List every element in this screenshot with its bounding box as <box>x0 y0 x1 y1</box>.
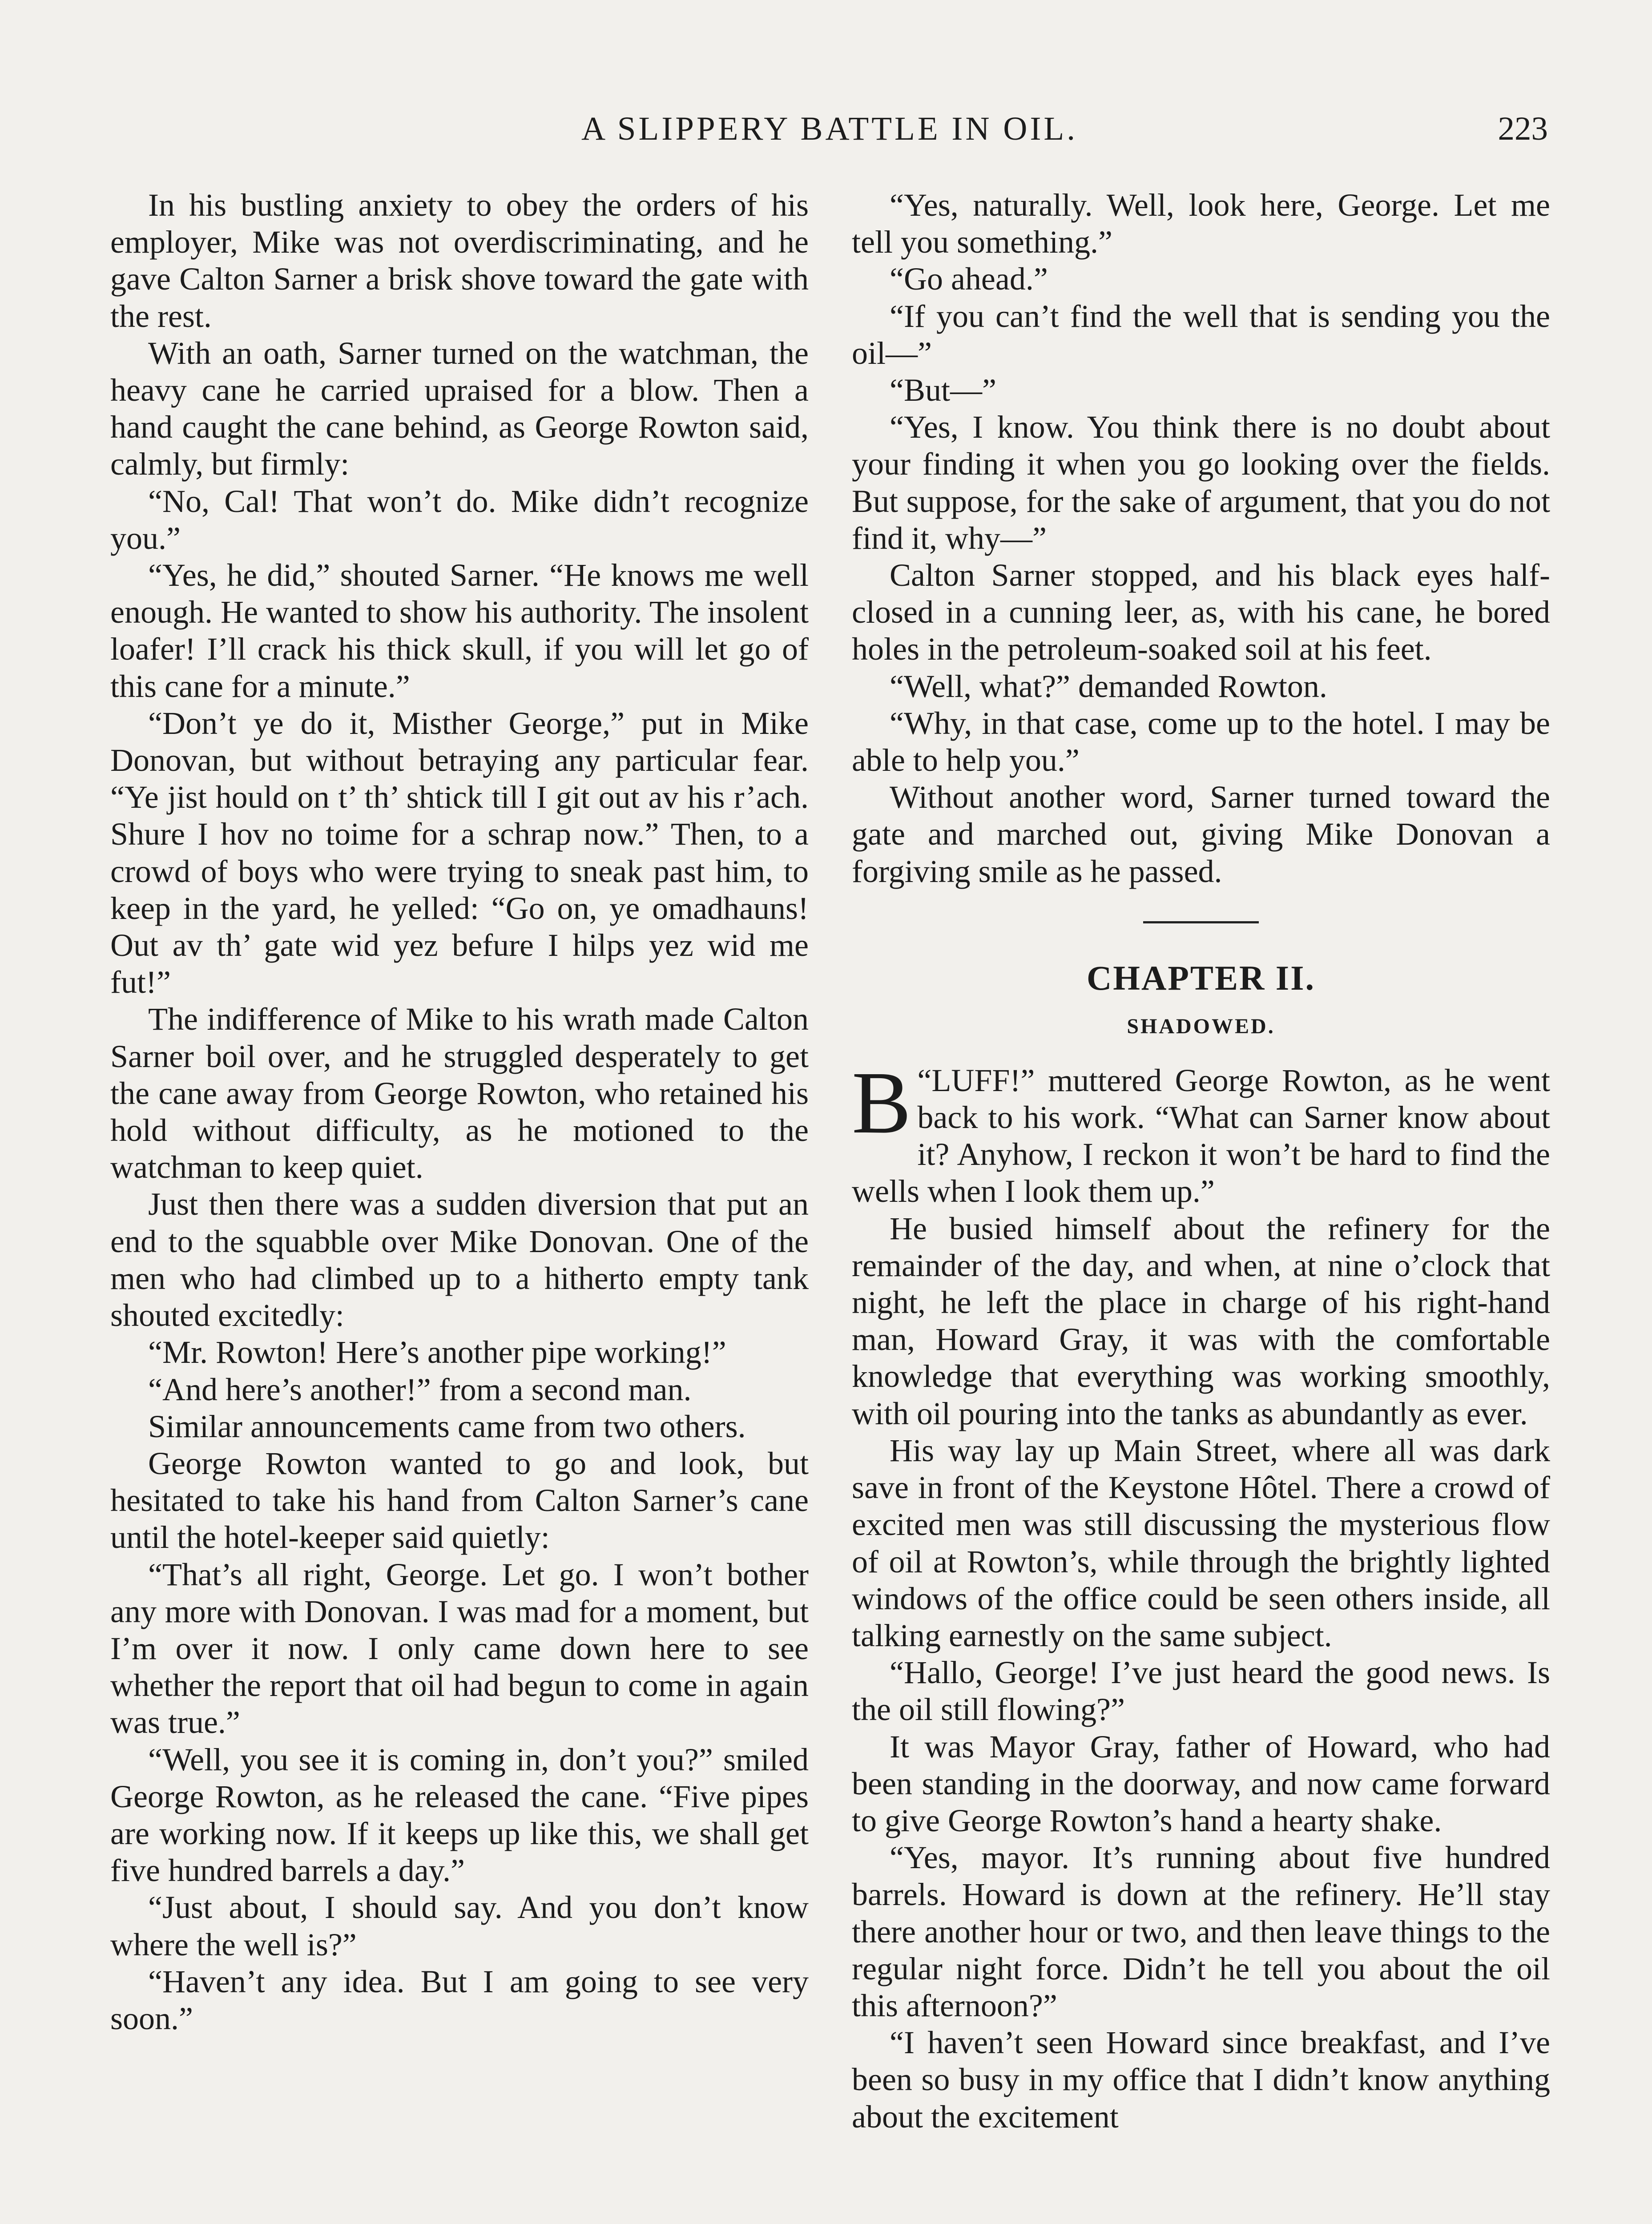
paragraph: It was Mayor Gray, father of Howard, who had been standing in the doorway, and now came forward to give George Rowton’s hand a hearty shake. <box>852 1728 1550 1838</box>
chapter-subtitle: SHADOWED. <box>1127 1014 1275 1038</box>
right-column <box>852 187 1550 2135</box>
running-title: A SLIPPERY BATTLE IN OIL. <box>581 110 1078 147</box>
paragraph: The indifference of Mike to his wrath made Calton Sarner boil over, and he struggled desperately to get the cane away from George Rowton, who retained his hold without difficulty, as he motioned to the watchman to keep quiet. <box>110 1001 809 1185</box>
paragraph: “Well, what?” demanded Rowton. <box>890 668 1327 704</box>
paragraph: “And here’s another!” from a second man. <box>148 1371 692 1407</box>
paragraph: “Just about, I should say. And you don’t know where the well is?” <box>110 1890 809 1962</box>
paragraph: “But—” <box>890 372 996 408</box>
paragraph: “Hallo, George! I’ve just heard the good news. Is the oil still flowing?” <box>852 1655 1550 1728</box>
paragraph: “That’s all right, George. Let go. I won’t bother any more with Donovan. I was mad for a moment, but I’m over it now. I only came down here to see whether the report that oil had begun to come in again was true.” <box>110 1556 809 1741</box>
paragraph: “Why, in that case, come up to the hotel. I may be able to help you.” <box>852 705 1550 778</box>
paragraph: “Well, you see it is coming in, don’t you?” smiled George Rowton, as he released the cane. “Five pipes are working now. If it keeps up like this, we shall get five hundred barrels a day.” <box>110 1741 809 1889</box>
paragraph: In his bustling anxiety to obey the orders of his employer, Mike was not overdiscriminating, and he gave Calton Sarner a brisk shove toward the gate with the rest. <box>110 187 809 334</box>
opening-quote: “ <box>917 1062 932 1098</box>
paragraph: “Go ahead.” <box>890 261 1048 297</box>
chapter-heading: CHAPTER II. <box>1086 958 1316 997</box>
paragraph: Calton Sarner stopped, and his black eyes half-closed in a cunning leer, as, with his cane, he bored holes in the petroleum-soaked soil at his feet. <box>852 557 1550 667</box>
paragraph: “Haven’t any idea. But I am going to see very soon.” <box>110 1963 809 2036</box>
paragraph: He busied himself about the refinery for the remainder of the day, and when, at nine o’clock that night, he left the place in charge of his right-hand man, Howard Gray, it was with the comfortable knowledge that everything was working smoothly, with oil pouring into the tanks as abundantly as ever. <box>852 1210 1550 1431</box>
paragraph: Just then there was a sudden diversion that put an end to the squabble over Mike Donovan. One of the men who had climbed up to a hitherto empty tank shouted excitedly: <box>110 1186 809 1334</box>
paragraph: “No, Cal! That won’t do. Mike didn’t recognize you.” <box>110 483 809 556</box>
paragraph: His way lay up Main Street, where all was dark save in front of the Keystone Hôtel. There a crowd of excited men was still discussing the mysterious flow of oil at Rowton’s, while through the brightly lighted windows of the office could be seen others inside, all talking earnestly on the same subject. <box>852 1432 1550 1653</box>
paragraph: “Yes, he did,” shouted Sarner. “He knows me well enough. He wanted to show his authority. The insolent loafer! I’ll crack his thick skull, if you will let go of this cane for a minute.” <box>110 557 809 704</box>
chapter-opening-paragraph <box>852 1053 1550 1210</box>
paragraph: “Yes, I know. You think there is no doubt about your finding it when you go looking over the fields. But suppose, for the sake of argument, that you do not find it, why—” <box>852 409 1550 556</box>
paragraph: “Yes, naturally. Well, look here, George. Let me tell you something.” <box>852 187 1550 260</box>
paragraph: “Yes, mayor. It’s running about five hundred barrels. Howard is down at the refinery. He’ll stay there another hour or two, and then leave things to the regular night force. Didn’t he tell you about the oil this afternoon?” <box>852 1840 1550 2023</box>
opening-text: LUFF!” muttered George Rowton, as he went back to his work. “What can Sarner know about it? Anyhow, I reckon it won’t be hard to find the wells when I look them up.” <box>852 1062 1550 1209</box>
section-divider <box>1143 921 1259 923</box>
page-number: 223 <box>1498 110 1548 147</box>
paragraph: “Mr. Rowton! Here’s another pipe working!” <box>148 1334 726 1370</box>
drop-cap: B <box>852 1053 911 1152</box>
paragraph: George Rowton wanted to go and look, but hesitated to take his hand from Calton Sarner’s cane until the hotel-keeper said quietly: <box>110 1445 809 1555</box>
paragraph: “Don’t ye do it, Misther George,” put in Mike Donovan, but without betraying any particular fear. “Ye jist hould on t’ th’ shtick till I git out av his r’ach. Shure I hov no toime for a schrap now.” Then, to a crowd of boys who were trying to sneak past him, to keep in the yard, he yelled: “Go on, ye omadhauns! Out av th’ gate wid yez befure I hilps yez wid me fut!” <box>110 705 809 1000</box>
paragraph: Similar announcements came from two others. <box>148 1408 746 1444</box>
left-column <box>110 187 809 2037</box>
paragraph: “If you can’t find the well that is sending you the oil—” <box>852 298 1550 371</box>
paragraph: Without another word, Sarner turned toward the gate and marched out, giving Mike Donovan a forgiving smile as he passed. <box>852 779 1550 889</box>
paragraph: “I haven’t seen Howard since breakfast, and I’ve been so busy in my office that I didn’t know anything about the excitement <box>852 2025 1550 2135</box>
paragraph: With an oath, Sarner turned on the watchman, the heavy cane he carried upraised for a blow. Then a hand caught the cane behind, as George Rowton said, calmly, but firmly: <box>110 335 809 482</box>
running-head <box>111 107 1548 156</box>
